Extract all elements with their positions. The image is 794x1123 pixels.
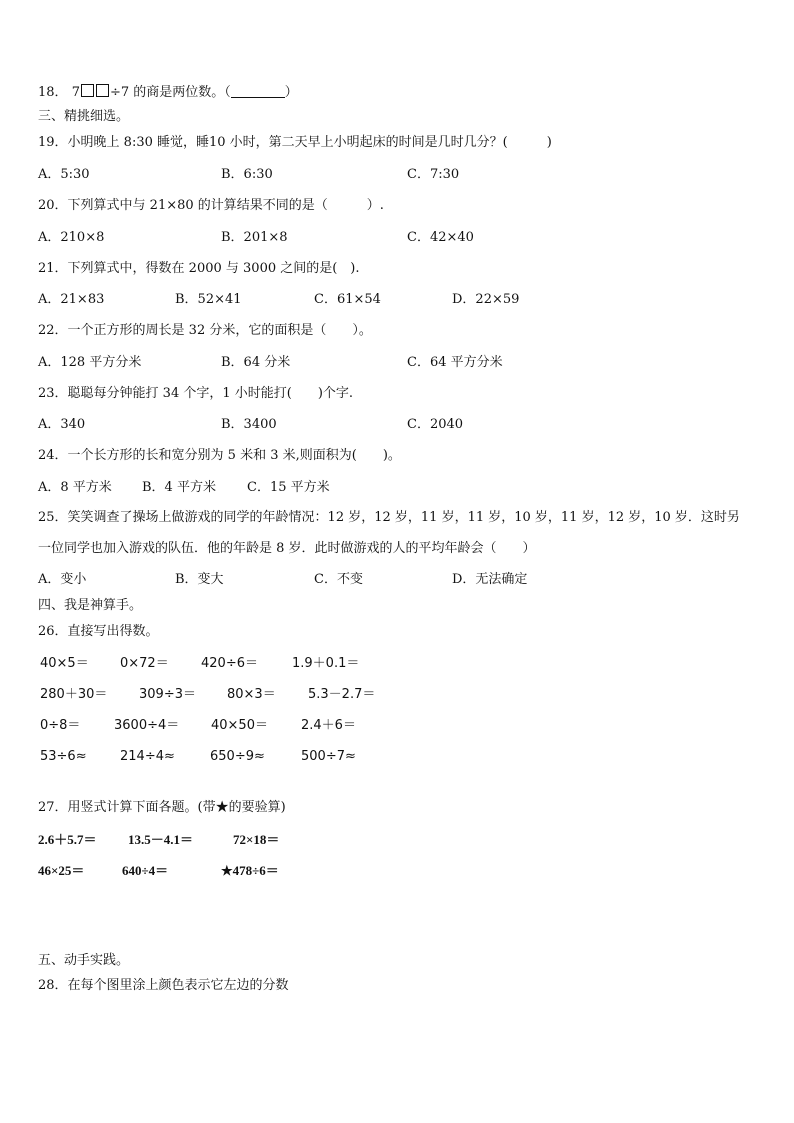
answer-blank[interactable]: [231, 85, 285, 98]
q25-option-b[interactable]: B．变大: [175, 572, 224, 587]
q24-option-c[interactable]: C．15 平方米: [247, 480, 330, 495]
q25-option-a[interactable]: A．变小: [38, 572, 87, 587]
question-18: [38, 84, 298, 101]
q25-option-d[interactable]: D．无法确定: [452, 572, 528, 587]
calc-item: 3600÷4＝: [114, 718, 180, 733]
section-3-heading: 三、精挑细选。: [38, 109, 130, 124]
question-21-text: 21．下列算式中，得数在 2000 与 3000 之间的是( ).: [38, 261, 360, 276]
calc-item: 40×50＝: [211, 718, 268, 733]
question-27-text: 27．用竖式计算下面各题。(带★的要验算): [38, 800, 286, 815]
vertical-calc-item: 72×18＝: [233, 832, 280, 847]
question-22-text: 22．一个正方形的周长是 32 分米，它的面积是（ ）。: [38, 323, 372, 338]
calc-item: 420÷6＝: [201, 656, 258, 671]
section-4-heading: 四、我是神算手。: [38, 598, 143, 613]
q21-option-d[interactable]: D．22×59: [452, 292, 520, 307]
q24-option-b[interactable]: B．4 平方米: [142, 480, 216, 495]
q20-option-b[interactable]: B．201×8: [221, 230, 288, 245]
calc-item: 650÷9≈: [210, 749, 265, 764]
calc-item: 280＋30＝: [40, 687, 108, 702]
calc-item: 40×5＝: [40, 656, 89, 671]
q18-close: ）: [284, 85, 298, 100]
calc-item: 500÷7≈: [301, 749, 356, 764]
q24-option-a[interactable]: A．8 平方米: [38, 480, 112, 495]
vertical-calc-item: ★478÷6＝: [221, 863, 279, 878]
q19-option-a[interactable]: A．5:30: [38, 167, 90, 182]
q21-option-a[interactable]: A．21×83: [38, 292, 105, 307]
q23-option-a[interactable]: A．340: [38, 417, 86, 432]
q19-option-c[interactable]: C．7:30: [407, 167, 460, 182]
q21-option-b[interactable]: B．52×41: [175, 292, 242, 307]
calc-item: 309÷3＝: [139, 687, 196, 702]
question-28-text: 28．在每个图里涂上颜色表示它左边的分数: [38, 978, 289, 993]
q18-prefix: 7: [71, 85, 80, 100]
q22-option-b[interactable]: B．64 分米: [221, 355, 291, 370]
vertical-calc-item: 2.6＋5.7＝: [38, 832, 97, 847]
calc-item: 5.3－2.7＝: [308, 687, 376, 702]
q23-option-b[interactable]: B．3400: [221, 417, 277, 432]
vertical-calc-item: 46×25＝: [38, 863, 85, 878]
question-20-text: 20．下列算式中与 21×80 的计算结果不同的是（ ）.: [38, 198, 384, 213]
calc-item: 80×3＝: [227, 687, 276, 702]
calc-item: 214÷4≈: [120, 749, 175, 764]
question-23-text: 23．聪聪每分钟能打 34 个字，1 小时能打( )个字.: [38, 386, 354, 401]
q18-text: ÷7 的商是两位数。（: [109, 85, 231, 100]
calc-item: 53÷6≈: [40, 749, 87, 764]
vertical-calc-item: 13.5－4.1＝: [128, 832, 194, 847]
q18-number: 18．: [38, 85, 68, 100]
question-24-text: 24．一个长方形的长和宽分别为 5 米和 3 米,则面积为( )。: [38, 448, 401, 463]
vertical-calc-item: 640÷4＝: [122, 863, 169, 878]
calc-item: 0×72＝: [120, 656, 169, 671]
section-5-heading: 五、动手实践。: [38, 953, 130, 968]
q25-option-c[interactable]: C．不变: [314, 572, 363, 587]
q21-option-c[interactable]: C．61×54: [314, 292, 381, 307]
q22-option-c[interactable]: C．64 平方分米: [407, 355, 503, 370]
calc-item: 2.4＋6＝: [301, 718, 356, 733]
q19-option-b[interactable]: B．6:30: [221, 167, 273, 182]
q20-option-c[interactable]: C．42×40: [407, 230, 474, 245]
question-19-text: 19．小明晚上 8:30 睡觉，睡10 小时，第二天早上小明起床的时间是几时几分？( ): [38, 135, 552, 150]
calc-item: 1.9＋0.1＝: [292, 656, 360, 671]
q20-option-a[interactable]: A．210×8: [38, 230, 105, 245]
question-25-text-line1: 25．笑笑调查了操场上做游戏的同学的年龄情况：12 岁，12 岁，11 岁，11 岁，10 岁，11 岁，12 岁，10 岁．这时另: [38, 510, 740, 525]
q23-option-c[interactable]: C．2040: [407, 417, 464, 432]
question-26-text: 26．直接写出得数。: [38, 624, 159, 639]
blank-digit-box[interactable]: [81, 84, 94, 97]
blank-digit-box[interactable]: [96, 84, 109, 97]
question-25-text-line2: 一位同学也加入游戏的队伍．他的年龄是 8 岁．此时做游戏的人的平均年龄会（ ）: [38, 541, 536, 556]
calc-item: 0÷8＝: [40, 718, 81, 733]
q22-option-a[interactable]: A．128 平方分米: [38, 355, 142, 370]
